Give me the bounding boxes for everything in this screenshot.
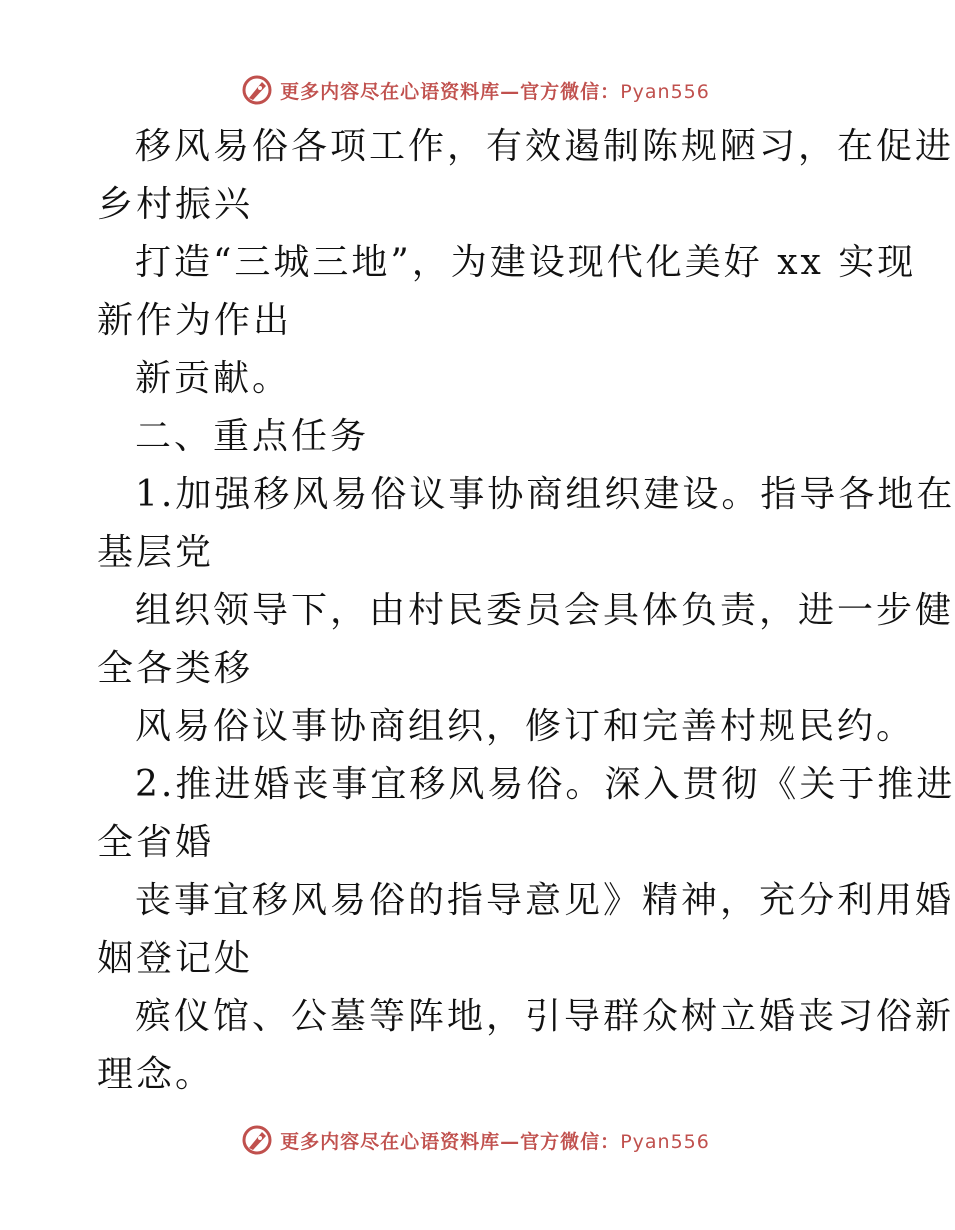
watermark-wechat-id: Pyan556 [620, 80, 710, 103]
watermark-text [280, 77, 710, 104]
watermark-separator: — [500, 80, 521, 103]
body-line: 组织领导下，由村民委员会具体负责，进一步健 [135, 590, 955, 631]
watermark-separator: — [500, 1130, 521, 1153]
body-line: 风易俗议事协商组织，修订和完善村规民约。 [135, 706, 916, 747]
body-line: 理念。 [97, 1054, 215, 1095]
pen-nib-circle-icon [240, 1123, 274, 1157]
body-line: 基层党 [97, 532, 215, 573]
body-line: 丧事宜移风易俗的指导意见》精神，充分利用婚 [135, 880, 955, 921]
body-line: 新作为作出 [97, 300, 293, 341]
body-line: 全省婚 [97, 822, 215, 863]
watermark-wechat-label: 官方微信： [520, 1130, 621, 1153]
body-line: 2.推进婚丧事宜移风易俗。深入贯彻《关于推进 [135, 764, 955, 805]
section-heading: 二、重点任务 [135, 416, 370, 457]
body-line: 新贡献。 [135, 358, 292, 399]
watermark-brand: 更多内容尽在心语资料库 [280, 80, 501, 103]
watermark-wechat-label: 官方微信： [520, 80, 621, 103]
body-line: 1.加强移风易俗议事协商组织建设。指导各地在 [135, 474, 955, 515]
body-line: 乡村振兴 [97, 184, 254, 225]
header-watermark [0, 70, 950, 110]
pen-nib-circle-icon [240, 73, 274, 107]
body-line: 移风易俗各项工作，有效遏制陈规陋习，在促进 [135, 126, 955, 167]
body-line: 全各类移 [97, 648, 254, 689]
watermark-text [280, 1127, 710, 1154]
watermark-wechat-id: Pyan556 [620, 1130, 710, 1153]
body-line: 殡仪馆、公墓等阵地，引导群众树立婚丧习俗新 [135, 996, 955, 1037]
footer-watermark [0, 1120, 950, 1160]
document-body [97, 118, 955, 1104]
watermark-brand: 更多内容尽在心语资料库 [280, 1130, 501, 1153]
body-line: 打造“三城三地”，为建设现代化美好 xx 实现 [135, 242, 917, 283]
body-line: 姻登记处 [97, 938, 254, 979]
